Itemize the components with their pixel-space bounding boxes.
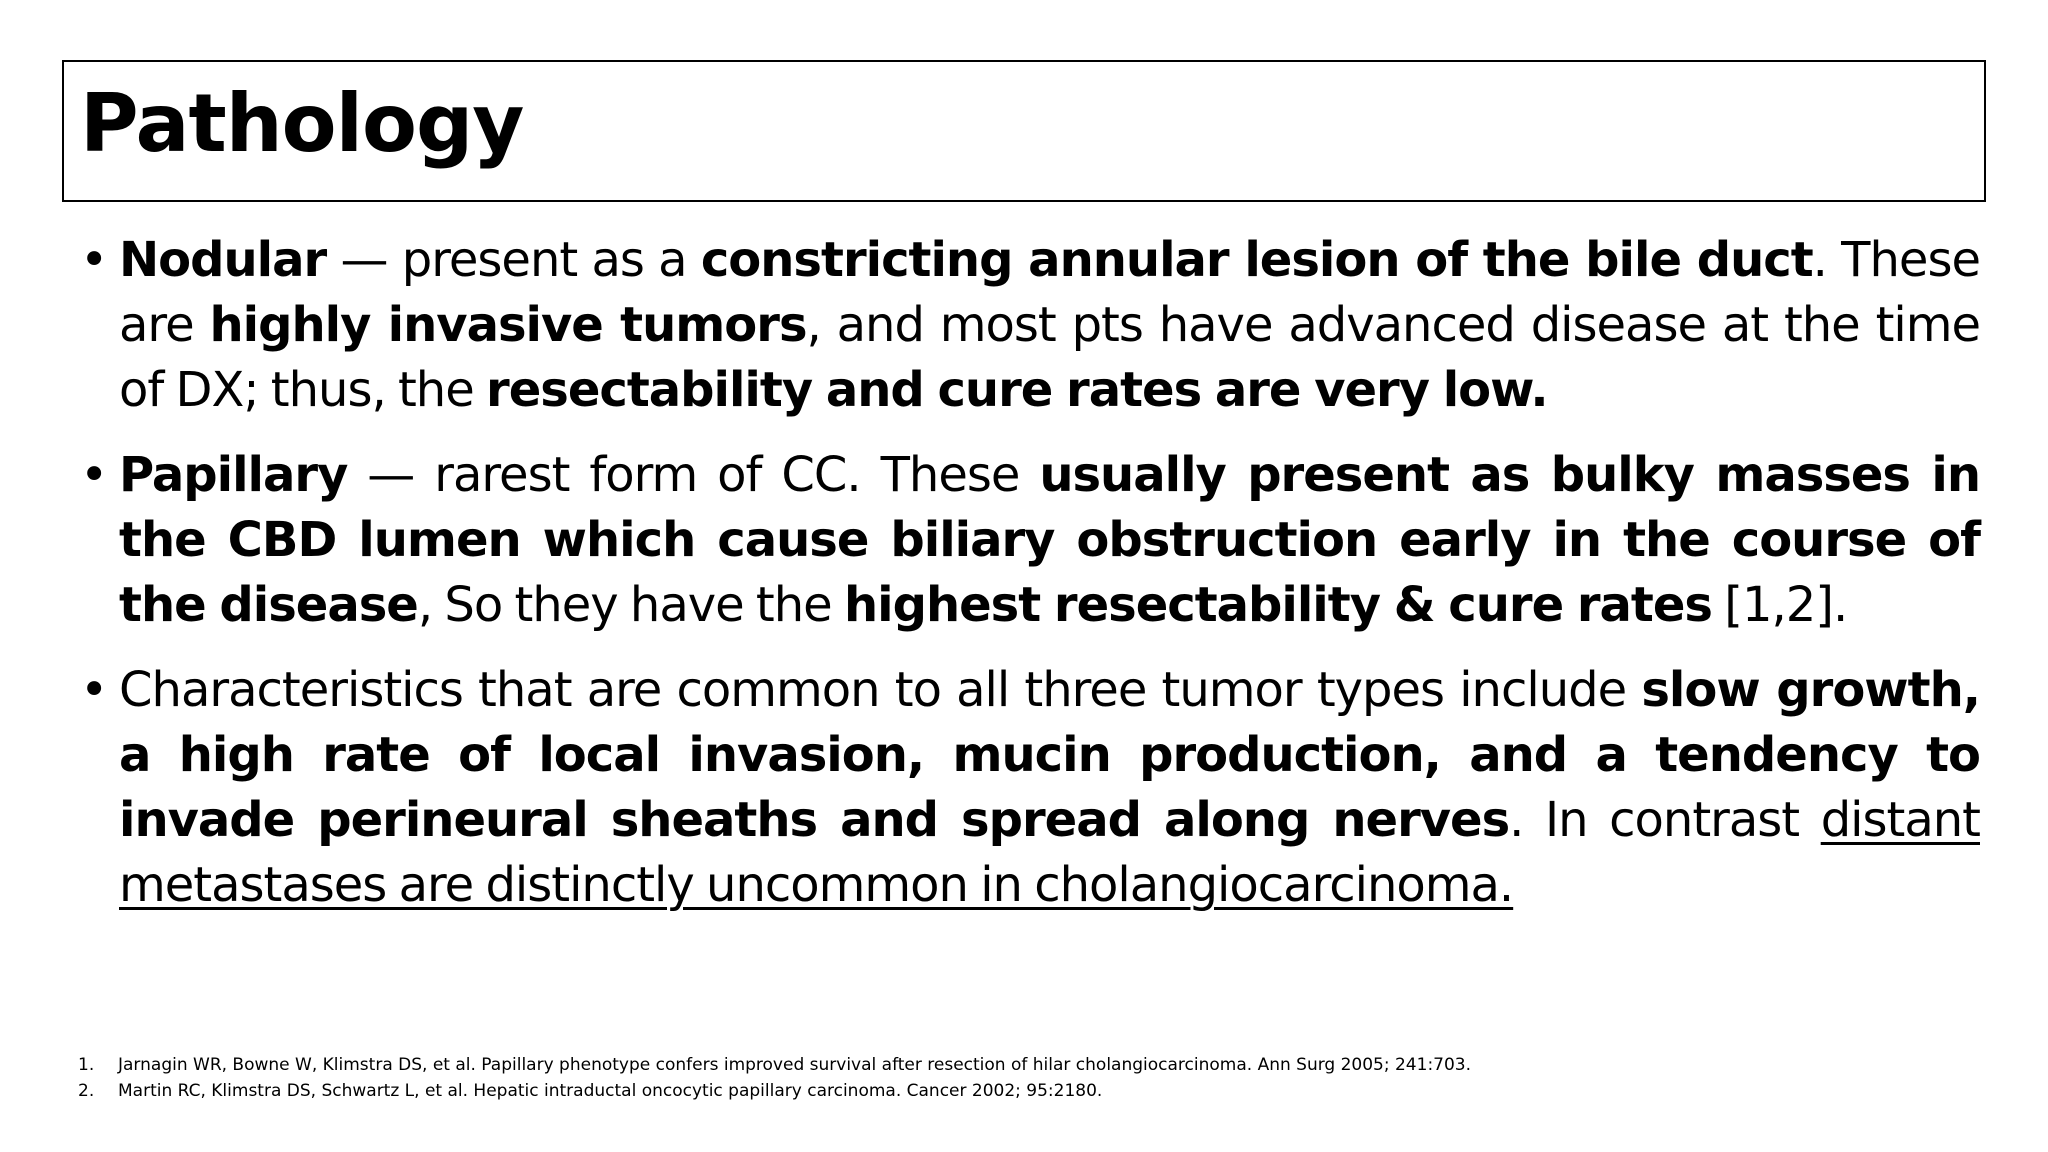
bullet-text: , So they have the [417, 577, 844, 633]
title-box [62, 60, 1986, 202]
reference-text: Martin RC, Klimstra DS, Schwartz L, et al. Hepatic intraductal oncocytic papillary carcinoma. Cancer 2002; 95:2180. [118, 1081, 1103, 1101]
bullet-papillary [80, 443, 1980, 638]
slide-title: Pathology [80, 77, 524, 170]
bullet-text: — rarest form of CC. These [347, 447, 1040, 503]
bullet-dot: • [80, 447, 108, 503]
bullet-nodular [80, 228, 1980, 423]
bullet-text: — present as a [326, 232, 701, 288]
bullet-bold: highest resectability & cure rates [843, 577, 1712, 633]
reference-item [78, 1078, 1471, 1104]
bullet-dot: • [80, 232, 108, 288]
bullet-bold: slow growth, a high rate of local invasion, mucin production, and a tendency to invade perineural sheaths and spread along nerves [119, 662, 1980, 848]
bullet-bold: constricting annular lesion of the bile duct [700, 232, 1813, 288]
bullet-underlined: distant metastases are distinctly uncommon in cholangiocarcinoma. [119, 792, 1980, 913]
bullet-dot: • [80, 662, 108, 718]
bullet-text: . In contrast [1509, 792, 1821, 848]
bullet-text: . These are [119, 232, 1980, 353]
bullet-list [80, 228, 1980, 938]
bullet-bold: highly invasive tumors [209, 297, 807, 353]
reference-item [78, 1052, 1471, 1078]
bullet-text: , and most pts have advanced disease at the time of DX; thus, the [119, 297, 1981, 418]
bullet-bold: usually present as bulky masses in the CBD lumen which cause biliary obstruction early in the course of the disease [119, 447, 1980, 633]
bullet-text: Characteristics that are common to all three tumor types include [119, 662, 1642, 718]
reference-text: Jarnagin WR, Bowne W, Klimstra DS, et al. Papillary phenotype confers improved survival after resection of hilar cholangiocarcinoma. Ann Surg 2005; 241:703. [118, 1055, 1472, 1075]
bullet-text: [1,2]. [1711, 577, 1848, 633]
reference-number: 1. [78, 1055, 95, 1075]
bullet-bold: resectability and cure rates are very low. [486, 362, 1548, 418]
reference-number: 2. [78, 1081, 95, 1101]
bullet-characteristics [80, 658, 1980, 918]
bullet-lead: Papillary [119, 447, 348, 503]
bullet-lead: Nodular [119, 232, 327, 288]
references-list [78, 1052, 1471, 1104]
